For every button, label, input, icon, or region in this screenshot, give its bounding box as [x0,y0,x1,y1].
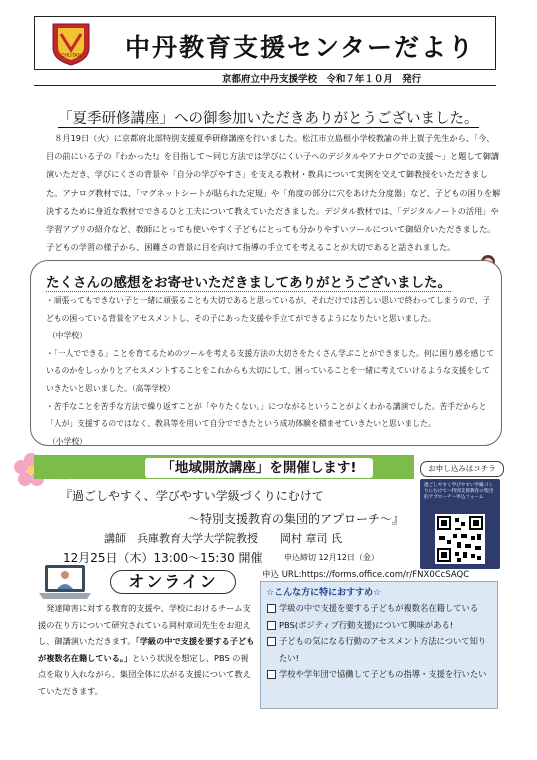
school-emblem-logo [50,22,92,66]
logo-text: CHUTAN [60,53,82,59]
qr-code-icon[interactable] [435,514,485,564]
recommend-item: PBS(ポジティブ行動支援)について興味がある! [266,617,494,634]
recommend-item: 学校や学年団で協働して子どもの指導・支援を行いたい [266,666,494,683]
section2-body-1: 発達障害に対する教育的支援や、学校におけるチーム支援の在り方について研究されている岡村章司先生をお迎えし、御講演いただきます。 [38,603,251,647]
laptop-icon [37,563,93,601]
feedback-list [46,292,494,450]
feedback-source: （小学校） [48,436,87,446]
feedback-item: ・「一人でできる」ことを育てるためのツールを考える支援方法の大切さをたくさん学ぶことができました。何に困り感を感じているのかをしっかりとアセスメントすることをこれからも大切にして、困っていることを一緒に考えていけるような支援をしていきたいと思いました。（高等学校） [46,348,495,393]
lecturer: 講師 兵庫教育大学大学院教授 岡村 章司 氏 [104,532,342,545]
qr-caption: 過ごしやすく学びやすい学級づくりにむけて～特別支援教育の集団的アプローチ～申込フォーム [424,483,493,500]
recommend-item: 学級の中で支援を要する子どもが複数名在籍している [266,600,494,617]
online-pill: オンライン [110,570,236,594]
recommend-list [266,600,494,683]
section1-paragraph: ８月19日（火）に京都府北部特別支援夏季研修講座を行いました。松江市立島根小学校教諭の井上賀子先生から、「今、目の前にいる子の『わかった!』を目指して～同じ方法では学びにくい子へのデジタルやアナログでの支援～」と題して御講演いただき、学びにくさの背景や「自分の学びやすさ」を支える教材・教具について実例を交えて御教授をいただきました。アナログ教材では、「マグネットシートが貼られた定規」や「角度の部分に穴をあけた分度器」など、子どもの困りを解決するために身近な教材でできるひと工夫について教えていただきました。デジタル教材では、「デジタルノートの活用」や学習アプリの紹介など、教師にとっても使いやすく子どもにとっても分かりやすいツールについて御紹介いただきました。子どもの学習の様子から、困難さの背景に目を向けて指導の手立てを考えることが大切であると話されました。 [46,133,501,253]
section2-body-2: という状況を想定し、PBS の視点を取り入れながら、集団全体に広がる支援について教えていただきます。 [38,652,251,696]
issued-label: 発行 [402,74,422,85]
section1-heading-text: 「夏季研修講座」への御参加いただきありがとうございました。 [58,111,479,127]
section1-heading [58,107,479,128]
feedback-item: ・頑張ってもできない子と一緒に頑張ることも大切であると思っているが、それだけでは苦しい思いで終わってしまうので、子どもの困っている背景をアセスメントし、その子にあった支援や手立てができるようになりたいと思いました。 [46,296,491,323]
lecture-subtitle: ～特別支援教育の集団的アプローチ～』 [188,512,405,526]
recommend-item: 子どもの気になる行動のアセスメント方法について知りたい! [266,633,494,666]
newsletter-title: 中丹教育支援センターだより [125,33,476,62]
application-url[interactable]: 申込 URL:https://forms.office.com/r/FNX0CcSAQC [262,570,470,580]
section1-body [46,129,502,256]
feedback-item: ・苦手なことを苦手な方法で繰り返すことが「やりたくない。」につながるということがよくわかる講演でした。苦手だからと「人が」支援するのではなく、教具等を用いて自分でできたという成功体験を積ませていきたいと思いました。 [46,401,487,429]
event-datetime: 12月25日（木）13:00～15:30 開催 [63,551,263,565]
lecture-title: 『過ごしやすく、学びやすい学級づくりにむけて [60,489,324,503]
application-deadline: 申込締切 12月12日（金） [284,553,379,562]
header-rule [34,85,496,86]
recommend-title: ☆こんな方に特におすすめ☆ [266,588,382,598]
issue-date: 令和７年１０月 [326,74,393,85]
section2-body [38,600,256,700]
section2-body-bold: 「学級の中で支援を要する子どもが複数名在籍している。」 [38,636,255,663]
feedback-title: たくさんの感想をお寄せいただきましてありがとうございました。 [46,271,451,292]
section2-paragraph [38,600,256,700]
header-subline [222,71,421,85]
apply-callout: お申し込みはコチラ [420,461,504,477]
school-name: 京都府立中丹支援学校 [222,74,318,85]
section2-banner: 「地域開放講座」を開催します! [144,457,374,479]
feedback-source: （中学校） [48,331,87,341]
